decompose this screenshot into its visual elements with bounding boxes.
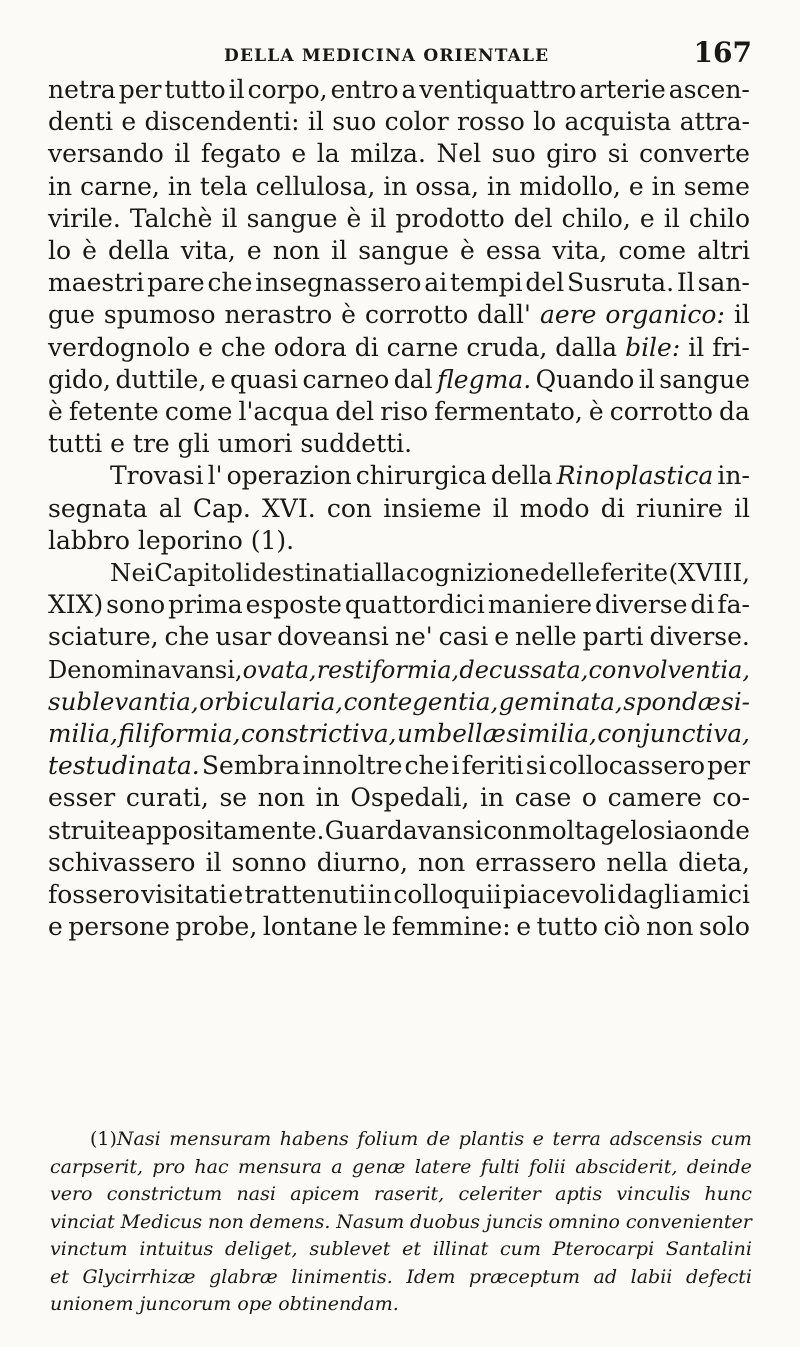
text-line: versando il fegato e la milza. Nel suo giro si converte bbox=[48, 139, 750, 169]
text-line: Trovasi l' operazion chirurgica della Rinoplastica in- bbox=[110, 461, 750, 491]
body-text bbox=[48, 74, 750, 943]
footnote-line: vero constrictum nasi apicem raserit, celeriter aptis vinculis hunc bbox=[50, 1183, 752, 1205]
text-line: sublevantia, orbicularia, contegentia, geminata, spondæ si- bbox=[48, 686, 750, 716]
text-line: milia, filiformia, constrictiva, umbellæ similia, conjunctiva, bbox=[48, 719, 750, 749]
text-line: lo è della vita, e non il sangue è essa vita, come altri bbox=[48, 236, 750, 266]
footnote-line: vinciat Medicus non demens. Nasum duobus juncis omnino convenienter bbox=[50, 1210, 752, 1233]
page-number: 167 bbox=[693, 36, 752, 69]
text-line: segnata al Cap. XVI. con insieme il modo di riunire il bbox=[48, 493, 750, 523]
text-line: in carne, in tela cellulosa, in ossa, in midollo, e in seme bbox=[48, 171, 750, 201]
footnote-line: carpserit, pro hac mensura a genæ latere fulti folii absciderit, deinde bbox=[50, 1155, 752, 1178]
running-head bbox=[46, 36, 752, 76]
footnote-line: et Glycirrhizæ glabræ linimentis. Idem præceptum ad labii defecti bbox=[50, 1265, 752, 1288]
text-line: è fetente come l'acqua del riso fermentato, è corrotto da bbox=[48, 397, 750, 427]
text-line: schivassero il sonno diurno, non errassero nella dieta, bbox=[48, 847, 750, 877]
text-line: Denominavansi, ovata, restiformia, decussata, convolventia, bbox=[48, 655, 750, 684]
text-line: labbro leporino (1). bbox=[48, 525, 295, 555]
text-line: sciature, che usar doveansi ne' casi e nelle parti diverse. bbox=[48, 622, 750, 652]
text-line: esser curati, se non in Ospedali, in case o camere co- bbox=[48, 783, 750, 813]
text-line: tutti e tre gli umori suddetti. bbox=[48, 429, 413, 459]
footnote-line: vinctum intuitus deliget, sublevet et illinat cum Pterocarpi Santalini bbox=[50, 1238, 752, 1260]
text-line: maestri pare che insegnassero ai tempi del Susruta. Il san- bbox=[48, 268, 750, 298]
text-line: XIX) sono prima esposte quattordici maniere diverse di fa- bbox=[48, 590, 750, 620]
text-line: e persone probe, lontane le femmine: e tutto ciò non solo bbox=[48, 912, 750, 942]
text-line: testudinata. Sembra innoltre che i feriti si collocassero per bbox=[48, 751, 750, 781]
text-line: gido, duttile, e quasi carneo dal flegma. Quando il sangue bbox=[48, 364, 750, 394]
text-line: gue spumoso nerastro è corrotto dall' aere organico: il bbox=[48, 300, 750, 330]
text-line: virile. Talchè il sangue è il prodotto del chilo, e il chilo bbox=[48, 203, 750, 233]
running-title: DELLA MEDICINA ORIENTALE bbox=[224, 46, 550, 66]
footnote-line: (1) Nasi mensuram habens folium de plantis e terra adscensis cum bbox=[50, 1126, 752, 1154]
text-line: Nei Capitoli destinati alla cognizione delle ferite (XVIII, bbox=[110, 558, 750, 588]
footnote-line: unionem juncorum ope obtinendam. bbox=[50, 1293, 399, 1315]
footnote bbox=[50, 1126, 752, 1319]
text-line: denti e discendenti: il suo color rosso lo acquista attra- bbox=[48, 107, 750, 137]
text-line: verdognolo e che odora di carne cruda, dalla bile: il fri- bbox=[48, 332, 750, 362]
footnote-marker: (1) bbox=[90, 1128, 117, 1150]
text-line: fossero visitati e trattenuti in colloquii piacevoli dagli amici bbox=[48, 880, 750, 910]
text-line: struite appositamente. Guardavansi con molta gelosia onde bbox=[48, 815, 750, 845]
text-line: netra per tutto il corpo, entro a ventiquattro arterie ascen- bbox=[48, 75, 750, 104]
